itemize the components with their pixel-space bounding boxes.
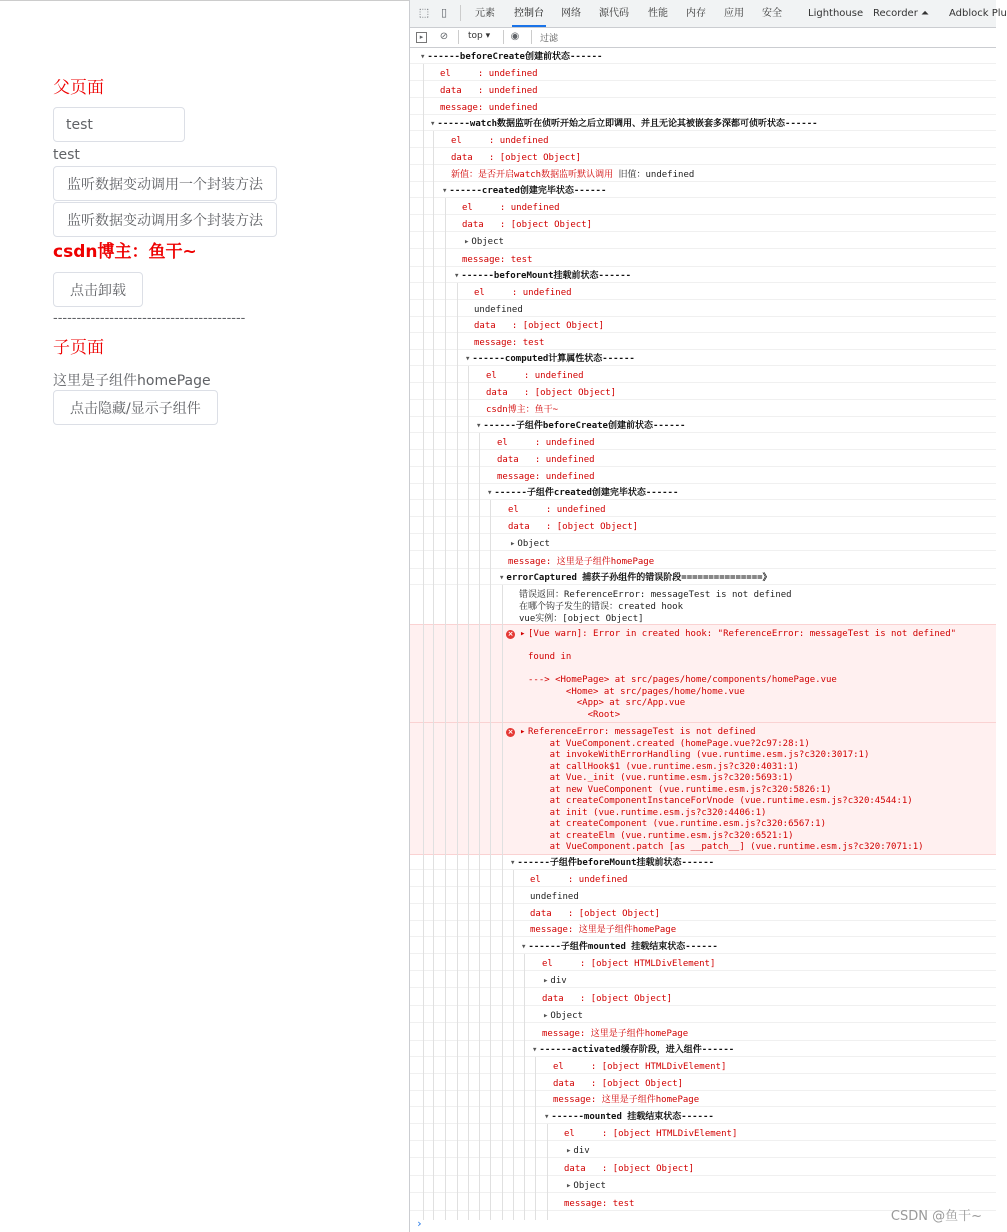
error-icon: × — [507, 630, 514, 638]
app-page — [0, 0, 409, 1232]
log-group-label: ------子组件mounted 挂载结束状态------ — [528, 942, 718, 952]
log-message: message: test — [410, 1198, 996, 1211]
tab-application[interactable]: 应用 — [724, 8, 744, 19]
log-group-header[interactable] — [410, 1044, 996, 1057]
log-group-header[interactable] — [410, 185, 996, 198]
log-message: el : undefined — [410, 68, 996, 81]
collapse-arrow-icon[interactable]: ▸ — [464, 237, 470, 247]
log-object-label: Object — [517, 539, 550, 549]
log-message: message: test — [410, 337, 996, 350]
expand-arrow-icon[interactable]: ▾ — [510, 858, 516, 868]
csdn-watermark: CSDN @鱼干~ — [890, 1209, 982, 1224]
tree-guide-line — [457, 283, 458, 1220]
tab-adblock[interactable]: Adblock Plu — [949, 8, 1007, 19]
tab-sources[interactable]: 源代码 — [599, 8, 629, 19]
tab-recorder[interactable]: Recorder ⏶ — [873, 8, 929, 19]
log-message: el : undefined — [410, 370, 996, 383]
log-message: data : [object Object] — [410, 521, 996, 534]
expand-arrow-icon[interactable]: ▾ — [420, 52, 426, 62]
tab-performance[interactable]: 性能 — [648, 8, 668, 19]
log-group-label: errorCaptured 捕获子孙组件的错误阶段===============》 — [506, 573, 772, 583]
device-icon[interactable]: ▯ — [440, 6, 448, 19]
log-message: data : [object Object] — [410, 320, 996, 333]
log-old-value: 旧值：undefined — [613, 170, 695, 180]
error-message: [Vue warn]: Error in created hook: "ReferenceError: messageTest is not defined" found in ---> <HomePage> at src/pages/home/components/homePage.vue <Home> at src/pages/home/home.vue <App> at src/App.vue <Root> — [528, 629, 957, 720]
log-message: data : [object Object] — [410, 1163, 996, 1176]
log-message: message: 这里是子组件homePage — [410, 924, 996, 937]
log-group-header[interactable] — [410, 572, 996, 585]
context-select[interactable]: top ▾ — [468, 31, 491, 41]
log-message: data : [object Object] — [410, 387, 996, 400]
tree-guide-line — [547, 1124, 548, 1220]
log-group-label: ------beforeCreate创建前状态------ — [427, 52, 603, 62]
log-message — [410, 169, 996, 182]
expand-arrow-icon[interactable]: ▾ — [544, 1112, 550, 1122]
expand-arrow-icon[interactable]: ▾ — [476, 421, 482, 431]
log-message: csdn博主：鱼干~ — [410, 404, 996, 417]
devtools-tabbar — [410, 0, 1007, 28]
log-message: data : undefined — [410, 85, 996, 98]
tab-security[interactable]: 安全 — [762, 8, 782, 19]
input-echo-text: test — [53, 147, 80, 163]
call-single-method-button[interactable]: 监听数据变动调用一个封装方法 — [53, 166, 277, 201]
filter-input[interactable]: 过滤 — [540, 34, 559, 44]
log-message: el : [object HTMLDivElement] — [410, 1128, 996, 1141]
log-group-label: ------子组件created创建完毕状态------ — [494, 488, 679, 498]
toolbar-divider — [503, 30, 504, 44]
collapse-arrow-icon[interactable]: ▸ — [543, 1011, 549, 1021]
child-title: 子页面 — [53, 338, 104, 358]
log-group-header[interactable] — [410, 1111, 996, 1124]
tree-guide-line — [479, 433, 480, 1220]
console-prompt[interactable]: › — [416, 1217, 423, 1230]
console-error-block — [410, 722, 996, 855]
log-object-label: Object — [471, 237, 504, 247]
log-group-label: ------子组件beforeCreate创建前状态------ — [483, 421, 686, 431]
tree-guide-line — [490, 500, 491, 1220]
clear-icon[interactable]: ⊘ — [439, 31, 449, 42]
expand-arrow-icon[interactable]: ▾ — [430, 119, 436, 129]
tree-guide-line — [445, 198, 446, 1220]
collapse-arrow-icon[interactable]: ▸ — [543, 976, 549, 986]
log-message: message: 这里是子组件homePage — [410, 556, 996, 569]
test-input[interactable] — [53, 107, 185, 142]
tab-console[interactable]: 控制台 — [512, 0, 546, 27]
log-new-value: 新值：是否开启watch数据监听默认调用 — [451, 170, 614, 180]
blogger-text: csdn博主：鱼干~ — [53, 242, 197, 262]
log-message: message: test — [410, 254, 996, 267]
tree-guide-line — [468, 366, 469, 1220]
collapse-arrow-icon[interactable]: ▸ — [510, 539, 516, 549]
log-group-header[interactable] — [410, 487, 996, 500]
child-component-text: 这里是子组件homePage — [53, 373, 211, 389]
log-object-label: div — [573, 1146, 590, 1156]
log-message: data : [object Object] — [410, 219, 996, 232]
tree-guide-line — [524, 954, 525, 1220]
log-message: message: undefined — [410, 471, 996, 484]
log-message: data : [object Object] — [410, 152, 996, 165]
unload-button[interactable]: 点击卸载 — [53, 272, 143, 307]
expand-arrow-icon[interactable]: ▾ — [532, 1045, 538, 1055]
tab-memory[interactable]: 内存 — [686, 8, 706, 19]
log-group-header[interactable] — [410, 941, 996, 954]
log-object[interactable] — [410, 236, 996, 249]
tree-guide-line — [433, 131, 434, 1220]
tree-guide-line — [535, 1057, 536, 1220]
parent-title: 父页面 — [53, 78, 104, 98]
tab-lighthouse[interactable]: Lighthouse — [808, 8, 864, 19]
log-message: el : [object HTMLDivElement] — [410, 1061, 996, 1074]
tree-guide-line — [502, 585, 503, 1220]
collapse-arrow-icon[interactable]: ▸ — [566, 1181, 572, 1191]
call-multi-method-button[interactable]: 监听数据变动调用多个封装方法 — [53, 202, 277, 237]
log-message: el : undefined — [410, 135, 996, 148]
sidebar-icon[interactable]: ▸ — [416, 32, 427, 43]
tab-elements[interactable]: 元素 — [475, 8, 495, 19]
error-message: ReferenceError: messageTest is not defined at VueComponent.created (homePage.vue?2c97:28:1) at invokeWithErrorHandling (vue.runtime.esm.js?c320:3017:1) at callHook$1 (vue.runtime.esm.js?c320:4031:1) at Vue._init (vue.runtime.esm.js?c320:5693:1) at new VueComponent (vue.runtime.esm.js?c320:5826:1) at createComponentInstanceForVnode (vue.runtime.esm.js?c320:4544:1) at init (vue.runtime.esm.js?c320:4406:1) at createComponent (vue.runtime.esm.js?c320:6567:1) at createElm (vue.runtime.esm.js?c320:6521:1) at VueComponent.patch [as __patch__] (vue.runtime.esm.js?c320:7071:1) — [528, 727, 924, 852]
log-message: data : [object Object] — [410, 993, 996, 1006]
collapse-arrow-icon[interactable]: ▸ — [566, 1146, 572, 1156]
expand-arrow-icon[interactable]: ▾ — [454, 271, 460, 281]
log-object-label: Object — [573, 1181, 606, 1191]
log-message: message: 这里是子组件homePage — [410, 1094, 996, 1107]
log-message: el : undefined — [410, 437, 996, 450]
expand-arrow-icon[interactable]: ▾ — [465, 354, 471, 364]
tree-guide-line — [423, 64, 424, 1220]
log-group-header[interactable] — [410, 51, 996, 64]
inspect-icon[interactable]: ⬚ — [418, 6, 430, 19]
log-message: data : [object Object] — [410, 908, 996, 921]
expand-arrow-icon[interactable]: ▾ — [487, 488, 493, 498]
expand-arrow-icon[interactable]: ▾ — [442, 186, 448, 196]
log-object[interactable] — [410, 1145, 996, 1158]
log-message: message: undefined — [410, 102, 996, 115]
log-group-header[interactable] — [410, 118, 996, 131]
tree-guide-line — [513, 870, 514, 1220]
devtools-panel — [409, 0, 1007, 1232]
log-object-label: div — [550, 976, 567, 986]
log-message: message: 这里是子组件homePage — [410, 1028, 996, 1041]
console-log — [410, 47, 996, 1220]
log-object-label: Object — [550, 1011, 583, 1021]
console-error-block — [410, 624, 996, 723]
log-message: 错误返回：ReferenceError: messageTest is not defined 在哪个钩子发生的错误：created hook vue实例：[object Object] — [519, 590, 792, 624]
log-message: el : undefined — [410, 874, 996, 887]
divider-line: ----------------------------------------- — [53, 311, 246, 326]
log-group-label: ------mounted 挂载结束状态------ — [551, 1112, 714, 1122]
log-message: data : [object Object] — [410, 1078, 996, 1091]
log-group-header[interactable] — [410, 857, 996, 870]
toolbar-divider — [458, 30, 459, 44]
log-message: el : undefined — [410, 504, 996, 517]
log-group-label: ------created创建完毕状态------ — [449, 186, 607, 196]
error-icon: × — [507, 728, 514, 736]
log-message: undefined — [410, 304, 996, 317]
tab-network[interactable]: 网络 — [561, 8, 581, 19]
log-object[interactable] — [410, 538, 996, 551]
log-message: el : [object HTMLDivElement] — [410, 958, 996, 971]
log-group-label: ------computed计算属性状态------ — [472, 354, 635, 364]
log-group-label: ------activated缓存阶段，进入组件------ — [539, 1045, 735, 1055]
log-object[interactable] — [410, 1180, 996, 1193]
log-message: el : undefined — [410, 287, 996, 300]
toolbar-divider — [531, 30, 532, 44]
log-message: undefined — [410, 891, 996, 904]
expand-arrow-icon[interactable]: ▸ — [520, 727, 526, 737]
eye-icon[interactable]: ◉ — [510, 31, 520, 42]
toggle-child-button[interactable]: 点击隐藏/显示子组件 — [53, 390, 218, 425]
log-object[interactable] — [410, 975, 996, 988]
log-message: data : undefined — [410, 454, 996, 467]
expand-arrow-icon[interactable]: ▸ — [520, 629, 526, 639]
log-group-label: ------子组件beforeMount挂载前状态------ — [517, 858, 715, 868]
log-message: el : undefined — [410, 202, 996, 215]
expand-arrow-icon[interactable]: ▾ — [521, 942, 527, 952]
log-group-header[interactable] — [410, 353, 996, 366]
log-group-header[interactable] — [410, 270, 996, 283]
toolbar-divider — [460, 5, 461, 21]
expand-arrow-icon[interactable]: ▾ — [499, 573, 505, 583]
log-group-header[interactable] — [410, 420, 996, 433]
log-object[interactable] — [410, 1010, 996, 1023]
log-group-label: ------watch数据监听在侦听开始之后立即调用、并且无论其被嵌套多深都可侦听状态------ — [437, 119, 818, 129]
console-toolbar — [410, 28, 996, 48]
log-group-label: ------beforeMount挂载前状态------ — [461, 271, 632, 281]
